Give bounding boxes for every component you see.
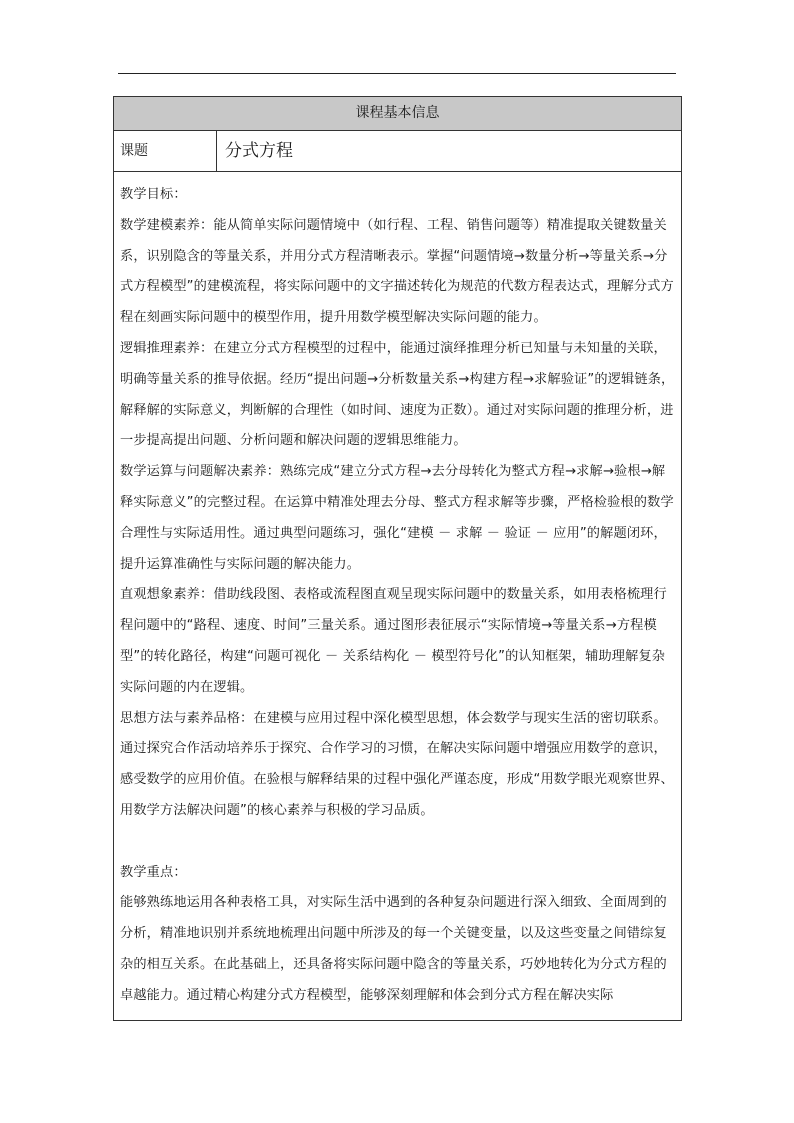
section-spacer [120,827,675,858]
header-rule [118,73,676,74]
topic-row [114,131,681,172]
content-cell [114,172,681,1020]
objective-thinking: 思想方法与素养品格：在建模与应用过程中深化模型思想，体会数学与现实生活的密切联系。通过探究合作活动培养乐于探究、合作学习的习惯，在解决实际问题中增强应用数学的意识，感受数学的应用价值。在验根与解释结果的过程中强化严谨态度，形成“用数学眼光观察世界、用数学方法解决问题”的核心素养与积极的学习品质。 [120,710,674,818]
key-points-heading: 教学重点： [120,864,187,880]
topic-value: 分式方程 [225,141,293,161]
key-points-text: 能够熟练地运用各种表格工具，对实际生活中遇到的各种复杂问题进行深入细致、全面周到的分析，精准地识别并系统地梳理出问题中所涉及的每一个关键变量，以及这些变量之间错综复杂的相互关系。在此基础上，还具备将实际问题中隐含的等量关系，巧妙地转化为分式方程的卓越能力。通过精心构建分式方程模型，能够深刻理解和体会到分式方程在解决实际 [120,895,667,1003]
objective-modeling: 数学建模素养：能从简单实际问题情境中（如行程、工程、销售问题等）精准提取关键数量关系，识别隐含的等量关系，并用分式方程清晰表示。掌握“问题情境→数量分析→等量关系→分式方程模型”的建模流程，将实际问题中的文字描述转化为规范的代数方程表达式，理解分式方程在刻画实际问题中的模型作用，提升用数学模型解决实际问题的能力。 [120,217,674,326]
objective-reasoning: 逻辑推理素养：在建立分式方程模型的过程中，能通过演绎推理分析已知量与未知量的关联，明确等量关系的推导依据。经历“提出问题→分析数量关系→构建方程→求解验证”的逻辑链条，解释解的实际意义，判断解的合理性（如时间、速度为正数）。通过对实际问题的推理分析，进一步提高提出问题、分析问题和解决问题的逻辑思维能力。 [120,340,675,449]
course-info-table [113,96,682,1021]
objective-computation: 数学运算与问题解决素养：熟练完成“建立分式方程→去分母转化为整式方程→求解→验根→解释实际意义”的完整过程。在运算中精准处理去分母、整式方程求解等步骤，严格检验根的数学合理性与实际适用性。通过典型问题练习，强化“建模 － 求解 － 验证 － 应用”的解题闭环，提升运算准确性与实际问题的解决能力。 [120,464,674,572]
topic-label: 课题 [114,131,217,171]
objective-visualization: 直观想象素养：借助线段图、表格或流程图直观呈现实际问题中的数量关系，如用表格梳理行程问题中的“路程、速度、时间”三量关系。通过图形表征展示“实际情境→等量关系→方程模型”的转化路径，构建“问题可视化 － 关系结构化 － 模型符号化”的认知框架，辅助理解复杂实际问题的内在逻辑。 [120,587,667,695]
objectives-heading: 教学目标： [120,187,187,202]
table-header: 课程基本信息 [114,97,681,131]
